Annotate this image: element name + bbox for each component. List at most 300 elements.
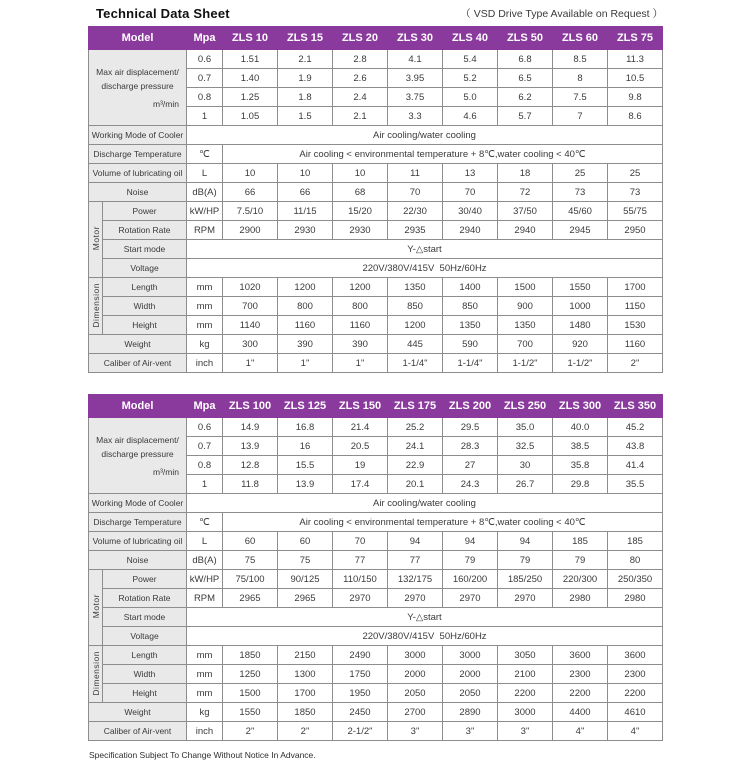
table-row (89, 722, 663, 741)
value-cell: 220/300 (553, 570, 608, 589)
value-cell: 66 (223, 183, 278, 202)
value-cell: 28.3 (443, 437, 498, 456)
row-label-cell: Noise (89, 183, 187, 202)
table-row (89, 703, 663, 722)
value-cell: 1700 (608, 278, 663, 297)
value-cell: 10 (278, 164, 333, 183)
span-value-cell: 220V/380V/415V 50Hz/60Hz (187, 259, 663, 278)
value-cell: 90/125 (278, 570, 333, 589)
value-cell: 2100 (498, 665, 553, 684)
table-row (89, 513, 663, 532)
value-cell: 20.1 (388, 475, 443, 494)
value-cell: 1000 (553, 297, 608, 316)
group-label-text: Motor (90, 594, 101, 619)
unit-cell: mm (187, 297, 223, 316)
model-col-header: ZLS 20 (333, 27, 388, 50)
unit-cell: mm (187, 684, 223, 703)
value-cell: 300 (223, 335, 278, 354)
table-row (89, 627, 663, 646)
value-cell: 6.5 (498, 69, 553, 88)
value-cell: 3000 (443, 646, 498, 665)
value-cell: 72 (498, 183, 553, 202)
value-cell: 2200 (553, 684, 608, 703)
header-row (89, 27, 663, 50)
value-cell: 590 (443, 335, 498, 354)
value-cell: 25.2 (388, 418, 443, 437)
row-label-cell: Voltage (103, 627, 187, 646)
model-col-header: ZLS 150 (333, 395, 388, 418)
value-cell: 1350 (498, 316, 553, 335)
unit-cell: mm (187, 278, 223, 297)
table-row (89, 335, 663, 354)
value-cell: 1160 (333, 316, 388, 335)
value-cell: 1950 (333, 684, 388, 703)
value-cell: 12.8 (223, 456, 278, 475)
value-cell: 3" (443, 722, 498, 741)
value-cell: 55/75 (608, 202, 663, 221)
row-label-cell: Width (103, 665, 187, 684)
model-header-cell: Model (89, 395, 187, 418)
value-cell: 75 (278, 551, 333, 570)
model-col-header: ZLS 10 (223, 27, 278, 50)
pressure-cell: 0.6 (187, 418, 223, 437)
table-row (89, 354, 663, 373)
row-label-cell: Caliber of Air-vent (89, 354, 187, 373)
value-cell: 2.1 (278, 50, 333, 69)
value-cell: 38.5 (553, 437, 608, 456)
spec-table-container-2 (88, 394, 750, 741)
value-cell: 2970 (443, 589, 498, 608)
group-label-text: Motor (90, 226, 101, 251)
value-cell: 66 (278, 183, 333, 202)
model-col-header: ZLS 50 (498, 27, 553, 50)
value-cell: 73 (553, 183, 608, 202)
value-cell: 77 (333, 551, 388, 570)
value-cell: 24.1 (388, 437, 443, 456)
value-cell: 800 (278, 297, 333, 316)
model-col-header: ZLS 350 (608, 395, 663, 418)
table-row (89, 164, 663, 183)
value-cell: 2.6 (333, 69, 388, 88)
row-label-cell: Height (103, 684, 187, 703)
row-label-cell: Working Mode of Cooler (89, 494, 187, 513)
value-cell: 2980 (608, 589, 663, 608)
value-cell: 27 (443, 456, 498, 475)
row-label-unit: m³/min (153, 466, 179, 477)
unit-cell: kW/HP (187, 570, 223, 589)
value-cell: 1400 (443, 278, 498, 297)
value-cell: 1480 (553, 316, 608, 335)
table-row (89, 551, 663, 570)
model-col-header: ZLS 200 (443, 395, 498, 418)
value-cell: 79 (498, 551, 553, 570)
unit-cell: inch (187, 354, 223, 373)
value-cell: 2.4 (333, 88, 388, 107)
row-label-cell: Length (103, 646, 187, 665)
model-col-header: ZLS 100 (223, 395, 278, 418)
value-cell: 16 (278, 437, 333, 456)
value-cell: 18 (498, 164, 553, 183)
table-row (89, 316, 663, 335)
unit-cell: mm (187, 665, 223, 684)
row-label-cell (89, 418, 187, 494)
value-cell: 1350 (388, 278, 443, 297)
unit-cell: ℃ (187, 145, 223, 164)
value-cell: 1020 (223, 278, 278, 297)
table-row (89, 646, 663, 665)
value-cell: 900 (498, 297, 553, 316)
unit-cell: ℃ (187, 513, 223, 532)
row-label-cell: Rotation Rate (103, 221, 187, 240)
value-cell: 22/30 (388, 202, 443, 221)
value-cell: 2-1/2" (333, 722, 388, 741)
row-label-cell: Length (103, 278, 187, 297)
unit-cell: L (187, 532, 223, 551)
table-row (89, 665, 663, 684)
value-cell: 94 (388, 532, 443, 551)
value-cell: 2890 (443, 703, 498, 722)
value-cell: 35.0 (498, 418, 553, 437)
value-cell: 19 (333, 456, 388, 475)
value-cell: 700 (223, 297, 278, 316)
table-row (89, 183, 663, 202)
value-cell: 390 (333, 335, 388, 354)
value-cell: 4" (608, 722, 663, 741)
value-cell: 1.40 (223, 69, 278, 88)
row-label-cell: Start mode (103, 608, 187, 627)
value-cell: 1.9 (278, 69, 333, 88)
value-cell: 15/20 (333, 202, 388, 221)
table-row (89, 589, 663, 608)
unit-cell: mm (187, 316, 223, 335)
value-cell: 4" (553, 722, 608, 741)
value-cell: 3" (498, 722, 553, 741)
span-value-cell: Y-△start (187, 240, 663, 259)
value-cell: 1500 (223, 684, 278, 703)
row-label-cell: Weight (89, 703, 187, 722)
value-cell: 70 (388, 183, 443, 202)
value-cell: 4.1 (388, 50, 443, 69)
span-value-cell: Air cooling < environmental temperature + 8℃,water cooling < 40℃ (223, 145, 663, 164)
value-cell: 850 (388, 297, 443, 316)
value-cell: 70 (443, 183, 498, 202)
value-cell: 800 (333, 297, 388, 316)
value-cell: 2970 (333, 589, 388, 608)
unit-cell: RPM (187, 221, 223, 240)
table-row (89, 278, 663, 297)
row-label-unit: m³/min (153, 98, 179, 109)
group-label-text: Dimension (90, 650, 101, 696)
value-cell: 2490 (333, 646, 388, 665)
value-cell: 29.8 (553, 475, 608, 494)
value-cell: 94 (498, 532, 553, 551)
value-cell: 3000 (498, 703, 553, 722)
value-cell: 2930 (333, 221, 388, 240)
value-cell: 185/250 (498, 570, 553, 589)
title-bar (88, 6, 663, 21)
value-cell: 5.4 (443, 50, 498, 69)
value-cell: 79 (553, 551, 608, 570)
value-cell: 8.5 (553, 50, 608, 69)
spec-table-container-1 (88, 26, 750, 373)
value-cell: 43.8 (608, 437, 663, 456)
unit-cell: RPM (187, 589, 223, 608)
table-row (89, 259, 663, 278)
value-cell: 1750 (333, 665, 388, 684)
value-cell: 160/200 (443, 570, 498, 589)
value-cell: 1850 (278, 703, 333, 722)
value-cell: 35.8 (553, 456, 608, 475)
value-cell: 20.5 (333, 437, 388, 456)
value-cell: 2.8 (333, 50, 388, 69)
table-row (89, 418, 663, 437)
value-cell: 1200 (388, 316, 443, 335)
row-label-cell: Rotation Rate (103, 589, 187, 608)
row-label-cell: Power (103, 570, 187, 589)
value-cell: 1.05 (223, 107, 278, 126)
value-cell: 1350 (443, 316, 498, 335)
value-cell: 5.7 (498, 107, 553, 126)
value-cell: 1-1/2" (498, 354, 553, 373)
value-cell: 2200 (498, 684, 553, 703)
table-row (89, 50, 663, 69)
value-cell: 1140 (223, 316, 278, 335)
value-cell: 2150 (278, 646, 333, 665)
row-label-line: Max air displacement/ (96, 67, 179, 78)
value-cell: 10.5 (608, 69, 663, 88)
model-col-header: ZLS 250 (498, 395, 553, 418)
value-cell: 1160 (608, 335, 663, 354)
model-col-header: ZLS 75 (608, 27, 663, 50)
value-cell: 7 (553, 107, 608, 126)
model-header-cell: Model (89, 27, 187, 50)
value-cell: 4.6 (443, 107, 498, 126)
unit-cell: dB(A) (187, 183, 223, 202)
model-col-header: ZLS 300 (553, 395, 608, 418)
row-label-cell: Discharge Temperature (89, 145, 187, 164)
value-cell: 6.2 (498, 88, 553, 107)
pressure-cell: 0.8 (187, 88, 223, 107)
value-cell: 77 (388, 551, 443, 570)
value-cell: 8.6 (608, 107, 663, 126)
value-cell: 40.0 (553, 418, 608, 437)
table-row (89, 684, 663, 703)
value-cell: 2700 (388, 703, 443, 722)
group-label-cell (89, 646, 103, 703)
span-value-cell: Air cooling < environmental temperature + 8℃,water cooling < 40℃ (223, 513, 663, 532)
value-cell: 73 (608, 183, 663, 202)
value-cell: 2965 (278, 589, 333, 608)
table-row (89, 532, 663, 551)
value-cell: 3600 (553, 646, 608, 665)
value-cell: 13.9 (278, 475, 333, 494)
pressure-cell: 0.8 (187, 456, 223, 475)
value-cell: 2300 (553, 665, 608, 684)
table-row (89, 240, 663, 259)
row-label-cell: Voltage (103, 259, 187, 278)
value-cell: 2930 (278, 221, 333, 240)
value-cell: 22.9 (388, 456, 443, 475)
unit-header-cell: Mpa (187, 27, 223, 50)
value-cell: 1550 (223, 703, 278, 722)
unit-cell: kg (187, 703, 223, 722)
span-value-cell: Air cooling/water cooling (187, 126, 663, 145)
value-cell: 94 (443, 532, 498, 551)
value-cell: 11/15 (278, 202, 333, 221)
value-cell: 110/150 (333, 570, 388, 589)
unit-cell: mm (187, 646, 223, 665)
value-cell: 45.2 (608, 418, 663, 437)
row-label-cell: Volume of lubricating oil (89, 532, 187, 551)
span-value-cell: 220V/380V/415V 50Hz/60Hz (187, 627, 663, 646)
model-col-header: ZLS 175 (388, 395, 443, 418)
footnote: Specification Subject To Change Without Notice In Advance. (89, 750, 316, 760)
value-cell: 1-1/4" (443, 354, 498, 373)
value-cell: 1.51 (223, 50, 278, 69)
pressure-cell: 0.6 (187, 50, 223, 69)
spec-table-2 (88, 394, 663, 741)
value-cell: 2" (608, 354, 663, 373)
value-cell: 17.4 (333, 475, 388, 494)
value-cell: 1550 (553, 278, 608, 297)
vsd-note: （ VSD Drive Type Available on Request ） (460, 8, 663, 20)
value-cell: 10 (333, 164, 388, 183)
value-cell: 2.1 (333, 107, 388, 126)
pressure-cell: 1 (187, 475, 223, 494)
value-cell: 60 (223, 532, 278, 551)
value-cell: 26.7 (498, 475, 553, 494)
value-cell: 13 (443, 164, 498, 183)
value-cell: 1200 (333, 278, 388, 297)
row-label-cell: Power (103, 202, 187, 221)
value-cell: 14.9 (223, 418, 278, 437)
table-row (89, 145, 663, 164)
value-cell: 21.4 (333, 418, 388, 437)
row-label-cell (89, 50, 187, 126)
value-cell: 11.3 (608, 50, 663, 69)
value-cell: 1.8 (278, 88, 333, 107)
value-cell: 30/40 (443, 202, 498, 221)
value-cell: 185 (608, 532, 663, 551)
value-cell: 1-1/4" (388, 354, 443, 373)
value-cell: 2945 (553, 221, 608, 240)
table-row (89, 608, 663, 627)
row-label-cell: Caliber of Air-vent (89, 722, 187, 741)
page-title: Technical Data Sheet (96, 6, 230, 21)
value-cell: 30 (498, 456, 553, 475)
value-cell: 3" (388, 722, 443, 741)
value-cell: 11.8 (223, 475, 278, 494)
value-cell: 10 (223, 164, 278, 183)
value-cell: 3.95 (388, 69, 443, 88)
value-cell: 1200 (278, 278, 333, 297)
value-cell: 8 (553, 69, 608, 88)
model-col-header: ZLS 125 (278, 395, 333, 418)
value-cell: 29.5 (443, 418, 498, 437)
table-row (89, 126, 663, 145)
value-cell: 1-1/2" (553, 354, 608, 373)
value-cell: 2940 (443, 221, 498, 240)
table-row (89, 202, 663, 221)
value-cell: 3000 (388, 646, 443, 665)
value-cell: 4610 (608, 703, 663, 722)
value-cell: 132/175 (388, 570, 443, 589)
value-cell: 7.5 (553, 88, 608, 107)
value-cell: 32.5 (498, 437, 553, 456)
pressure-cell: 1 (187, 107, 223, 126)
value-cell: 3600 (608, 646, 663, 665)
row-label-cell: Working Mode of Cooler (89, 126, 187, 145)
span-value-cell: Y-△start (187, 608, 663, 627)
value-cell: 7.5/10 (223, 202, 278, 221)
value-cell: 9.8 (608, 88, 663, 107)
value-cell: 35.5 (608, 475, 663, 494)
row-label-cell: Height (103, 316, 187, 335)
value-cell: 75/100 (223, 570, 278, 589)
value-cell: 390 (278, 335, 333, 354)
value-cell: 2965 (223, 589, 278, 608)
value-cell: 3050 (498, 646, 553, 665)
value-cell: 13.9 (223, 437, 278, 456)
value-cell: 2940 (498, 221, 553, 240)
value-cell: 3.75 (388, 88, 443, 107)
value-cell: 1" (223, 354, 278, 373)
row-label-cell: Noise (89, 551, 187, 570)
value-cell: 2" (278, 722, 333, 741)
table-row (89, 494, 663, 513)
model-col-header: ZLS 60 (553, 27, 608, 50)
value-cell: 3.3 (388, 107, 443, 126)
unit-cell: kg (187, 335, 223, 354)
row-label-cell: Weight (89, 335, 187, 354)
value-cell: 79 (443, 551, 498, 570)
row-label-line: discharge pressure (101, 80, 174, 91)
row-label-cell: Volume of lubricating oil (89, 164, 187, 183)
value-cell: 1160 (278, 316, 333, 335)
value-cell: 2000 (388, 665, 443, 684)
value-cell: 15.5 (278, 456, 333, 475)
value-cell: 60 (278, 532, 333, 551)
value-cell: 2300 (608, 665, 663, 684)
value-cell: 700 (498, 335, 553, 354)
group-label-cell (89, 570, 103, 646)
value-cell: 2200 (608, 684, 663, 703)
value-cell: 11 (388, 164, 443, 183)
unit-header-cell: Mpa (187, 395, 223, 418)
value-cell: 2050 (388, 684, 443, 703)
value-cell: 1" (278, 354, 333, 373)
value-cell: 1700 (278, 684, 333, 703)
header-row (89, 395, 663, 418)
unit-cell: dB(A) (187, 551, 223, 570)
value-cell: 24.3 (443, 475, 498, 494)
unit-cell: L (187, 164, 223, 183)
pressure-cell: 0.7 (187, 437, 223, 456)
value-cell: 5.2 (443, 69, 498, 88)
value-cell: 1.25 (223, 88, 278, 107)
value-cell: 2970 (388, 589, 443, 608)
value-cell: 1.5 (278, 107, 333, 126)
value-cell: 68 (333, 183, 388, 202)
value-cell: 2" (223, 722, 278, 741)
value-cell: 2935 (388, 221, 443, 240)
value-cell: 80 (608, 551, 663, 570)
value-cell: 850 (443, 297, 498, 316)
value-cell: 2900 (223, 221, 278, 240)
model-col-header: ZLS 15 (278, 27, 333, 50)
table-row (89, 221, 663, 240)
value-cell: 2450 (333, 703, 388, 722)
